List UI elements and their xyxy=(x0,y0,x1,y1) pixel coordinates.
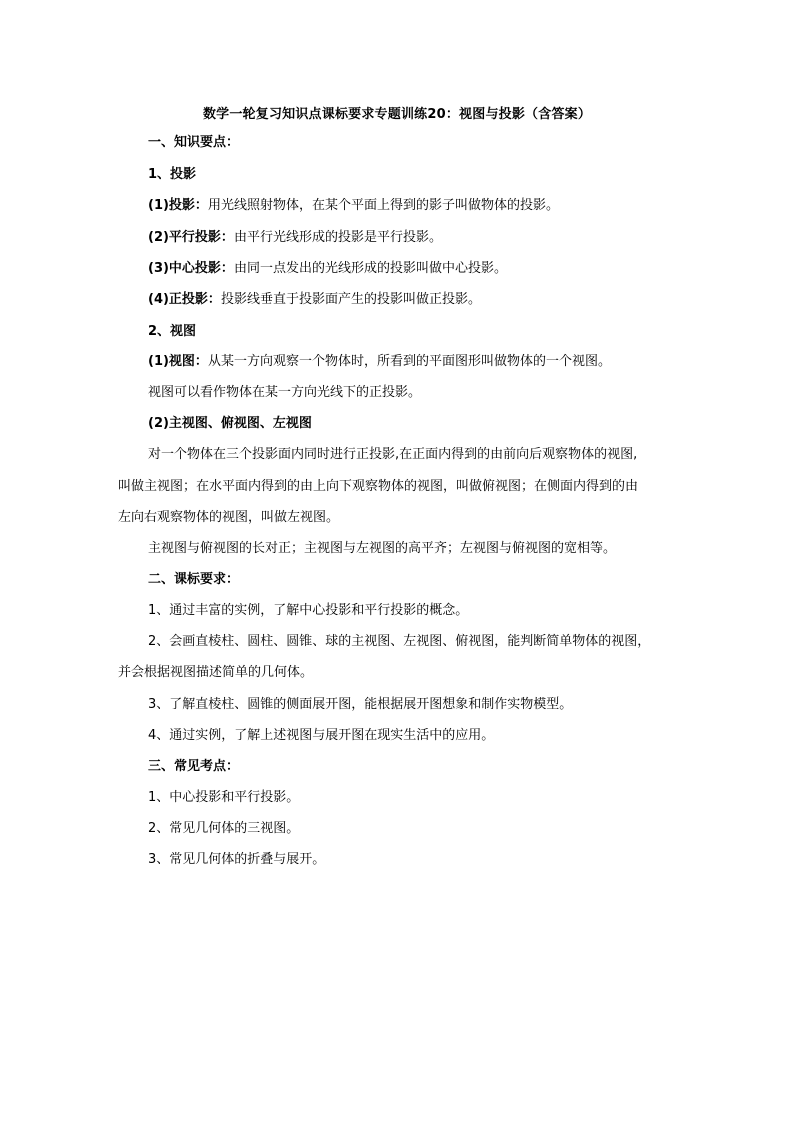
item-text: 用光线照射物体，在某个平面上得到的影子叫做物体的投影。 xyxy=(207,198,559,213)
section-heading-exam-points: 三、常见考点： xyxy=(148,759,240,774)
requirement-item: 1、通过丰富的实例，了解中心投影和平行投影的概念。 xyxy=(148,603,469,618)
requirement-item-continued: 并会根据视图描述简单的几何体。 xyxy=(118,665,314,680)
section-heading-requirements: 二、课标要求： xyxy=(148,572,240,587)
item-term: (2)平行投影： xyxy=(148,230,234,245)
item-orthographic-projection xyxy=(148,292,481,308)
section-heading-knowledge: 一、知识要点： xyxy=(148,135,240,150)
item-term: (1)投影： xyxy=(148,198,208,213)
requirement-item: 3、了解直棱柱、圆锥的侧面展开图，能根据展开图想象和制作实物模型。 xyxy=(148,697,573,712)
item-term: (1)视图： xyxy=(148,354,208,369)
item-text: 由同一点发出的光线形成的投影叫做中心投影。 xyxy=(233,261,507,276)
item-text: 从某一方向观察一个物体时，所看到的平面图形叫做物体的一个视图。 xyxy=(207,354,611,369)
item-term: (3)中心投影： xyxy=(148,261,234,276)
item-view-extra: 视图可以看作物体在某一方向光线下的正投影。 xyxy=(148,385,422,400)
item-term: (4)正投影： xyxy=(148,292,221,307)
exam-point-item: 2、常见几何体的三视图。 xyxy=(148,821,300,836)
exam-point-item: 3、常见几何体的折叠与展开。 xyxy=(148,852,326,867)
document-title: 数学一轮复习知识点课标要求专题训练20：视图与投影（含答案） xyxy=(202,107,592,122)
item-text: 由平行光线形成的投影是平行投影。 xyxy=(233,230,442,245)
item-view xyxy=(148,354,611,370)
item-parallel-projection xyxy=(148,230,442,246)
subheading-projection: 1、投影 xyxy=(148,167,197,182)
requirement-item: 2、会画直棱柱、圆柱、圆锥、球的主视图、左视图、俯视图，能判断简单物体的视图， xyxy=(148,634,651,649)
paragraph-line: 主视图与俯视图的长对正；主视图与左视图的高平齐；左视图与俯视图的宽相等。 xyxy=(148,541,617,556)
item-three-views-heading: (2)主视图、俯视图、左视图 xyxy=(148,416,312,431)
subheading-views: 2、视图 xyxy=(148,324,197,339)
item-projection xyxy=(148,198,559,214)
item-text: 投影线垂直于投影面产生的投影叫做正投影。 xyxy=(220,292,481,307)
paragraph-line: 叫做主视图；在水平面内得到的由上向下观察物体的视图，叫做俯视图；在侧面内得到的由 xyxy=(118,479,639,494)
paragraph-line: 对一个物体在三个投影面内同时进行正投影,在正面内得到的由前向后观察物体的视图, xyxy=(148,447,638,462)
requirement-item: 4、通过实例，了解上述视图与展开图在现实生活中的应用。 xyxy=(148,728,495,743)
item-central-projection xyxy=(148,261,507,277)
paragraph-line: 左向右观察物体的视图，叫做左视图。 xyxy=(118,510,340,525)
exam-point-item: 1、中心投影和平行投影。 xyxy=(148,790,300,805)
